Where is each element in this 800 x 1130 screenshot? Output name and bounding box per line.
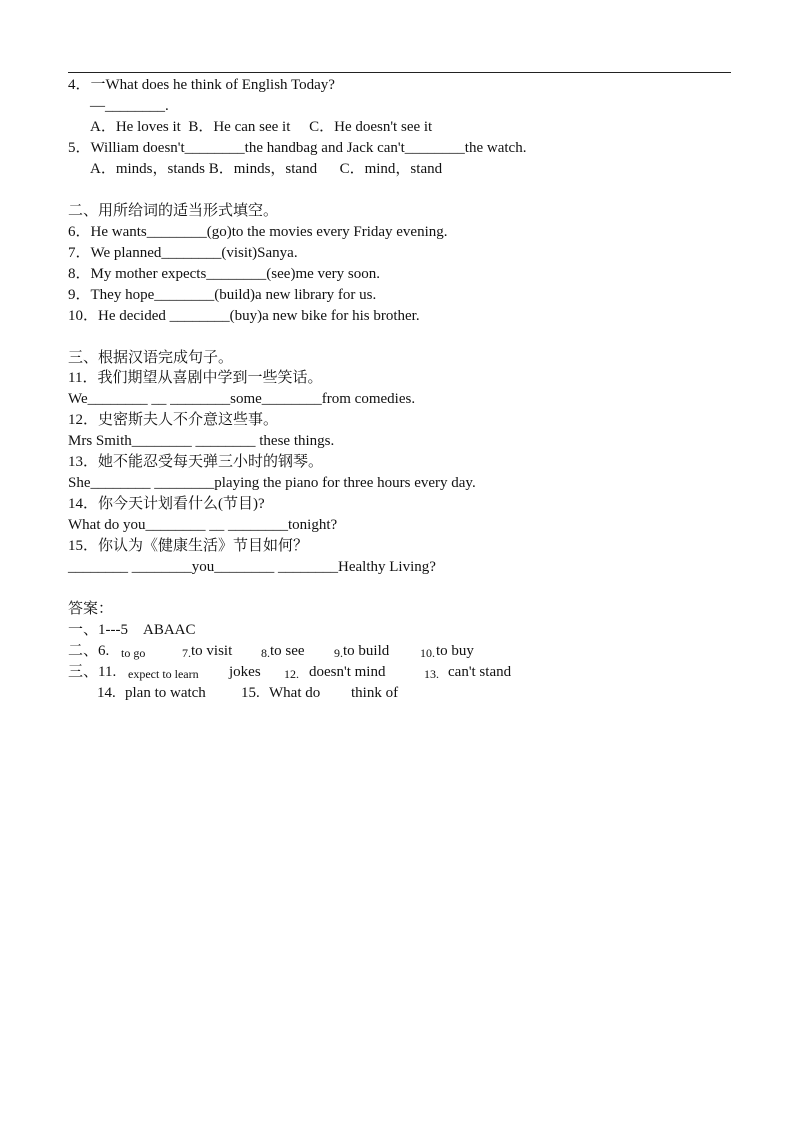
answers-heading: 答案： (68, 601, 114, 617)
section-3-sentence: ________ ________you________ ________Healthy Living? (68, 559, 436, 575)
answers-part-1: 一、1---5 ABAAC (68, 622, 196, 638)
answer-10: to buy (436, 643, 474, 659)
answer-12: doesn't mind (309, 664, 386, 680)
section-3-prompt: 12．史密斯夫人不介意这些事。 (68, 412, 279, 428)
section-2-item: 8．My mother expects________(see)me very soon. (68, 266, 381, 282)
answer-13: can't stand (448, 664, 512, 680)
question-4: 4．一What does he think of English Today? (68, 77, 335, 93)
answer-7: to visit (191, 643, 233, 659)
answer-9: to build (343, 643, 390, 659)
answer-15a: What do (269, 685, 321, 701)
question-4-answer-blank: —________. (90, 98, 169, 114)
section-3-prompt: 13．她不能忍受每天弹三小时的钢琴。 (68, 454, 324, 470)
section-3-sentence: She________ ________playing the piano for three hours every day. (68, 475, 476, 491)
section-3-sentence: Mrs Smith________ ________ these things. (68, 433, 335, 449)
section-2-item: 10．He decided ________(buy)a new bike for his brother. (68, 308, 420, 324)
section-2-item: 7．We planned________(visit)Sanya. (68, 245, 298, 261)
section-3-heading: 三、根据汉语完成句子。 (68, 350, 234, 366)
answer-14-number: 14. (97, 685, 116, 701)
answer-9-number: 9. (334, 646, 343, 660)
section-3-prompt: 11．我们期望从喜剧中学到一些笑话。 (68, 370, 323, 386)
answer-12-number: 12. (284, 667, 299, 681)
question-5-options: A．minds，stands B．minds，stand C．mind，stand (90, 161, 443, 177)
question-4-options: A．He loves it B．He can see it C．He doesn't see it (90, 119, 433, 135)
section-3-prompt: 14．你今天计划看什么(节目)? (68, 496, 265, 512)
answer-11b: jokes (229, 664, 261, 680)
section-3-prompt: 15．你认为《健康生活》节目如何？ (68, 538, 309, 554)
section-2-item: 9．They hope________(build)a new library for us. (68, 287, 377, 303)
answer-15-number: 15. (241, 685, 260, 701)
section-2-heading: 二、用所给词的适当形式填空。 (68, 203, 279, 219)
section-3-sentence: What do you________ __ ________tonight? (68, 517, 338, 533)
answer-6: to go (121, 646, 146, 660)
answer-7-number: 7. (182, 646, 191, 660)
answers-part-2-label: 二、6. (68, 643, 110, 659)
answer-15b: think of (351, 685, 399, 701)
answer-8-number: 8. (261, 646, 270, 660)
answer-14: plan to watch (125, 685, 206, 701)
answer-10-number: 10. (420, 646, 435, 660)
answer-13-number: 13. (424, 667, 439, 681)
section-3-sentence: We________ __ ________some________from comedies. (68, 391, 416, 407)
top-rule (68, 72, 731, 73)
answers-part-3-label: 三、11. (68, 664, 117, 680)
answer-11a: expect to learn (128, 667, 199, 681)
question-5: 5．William doesn't________the handbag and Jack can't________the watch. (68, 140, 527, 156)
section-2-item: 6．He wants________(go)to the movies every Friday evening. (68, 224, 448, 240)
answer-8: to see (270, 643, 305, 659)
